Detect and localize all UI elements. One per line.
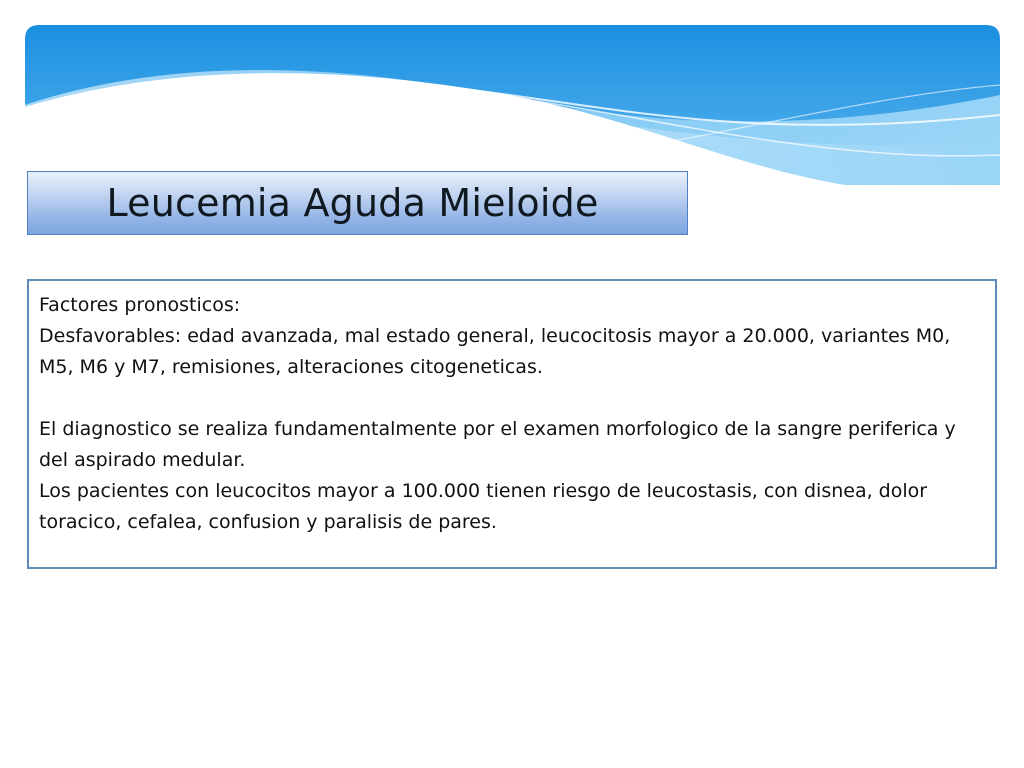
wave-banner — [25, 25, 1000, 185]
content-box — [27, 279, 997, 569]
paragraph-leucostasis: Los pacientes con leucocitos mayor a 100.000 tienen riesgo de leucostasis, con disnea, dolor toracico, cefalea, confusion y paralisis de pares. — [39, 480, 928, 533]
title-box — [27, 171, 688, 235]
paragraph-factores-heading: Factores pronosticos: — [39, 294, 241, 316]
paragraph-desfavorables: Desfavorables: edad avanzada, mal estado general, leucocitosis mayor a 20.000, variantes M0, M5, M6 y M7, remisiones, alteraciones citogeneticas. — [39, 325, 951, 378]
paragraph-spacer — [39, 383, 985, 414]
slide-title: Leucemia Aguda Mieloide — [106, 181, 599, 225]
paragraph-diagnostico: El diagnostico se realiza fundamentalmente por el examen morfologico de la sangre periferica y del aspirado medular. — [39, 418, 956, 471]
